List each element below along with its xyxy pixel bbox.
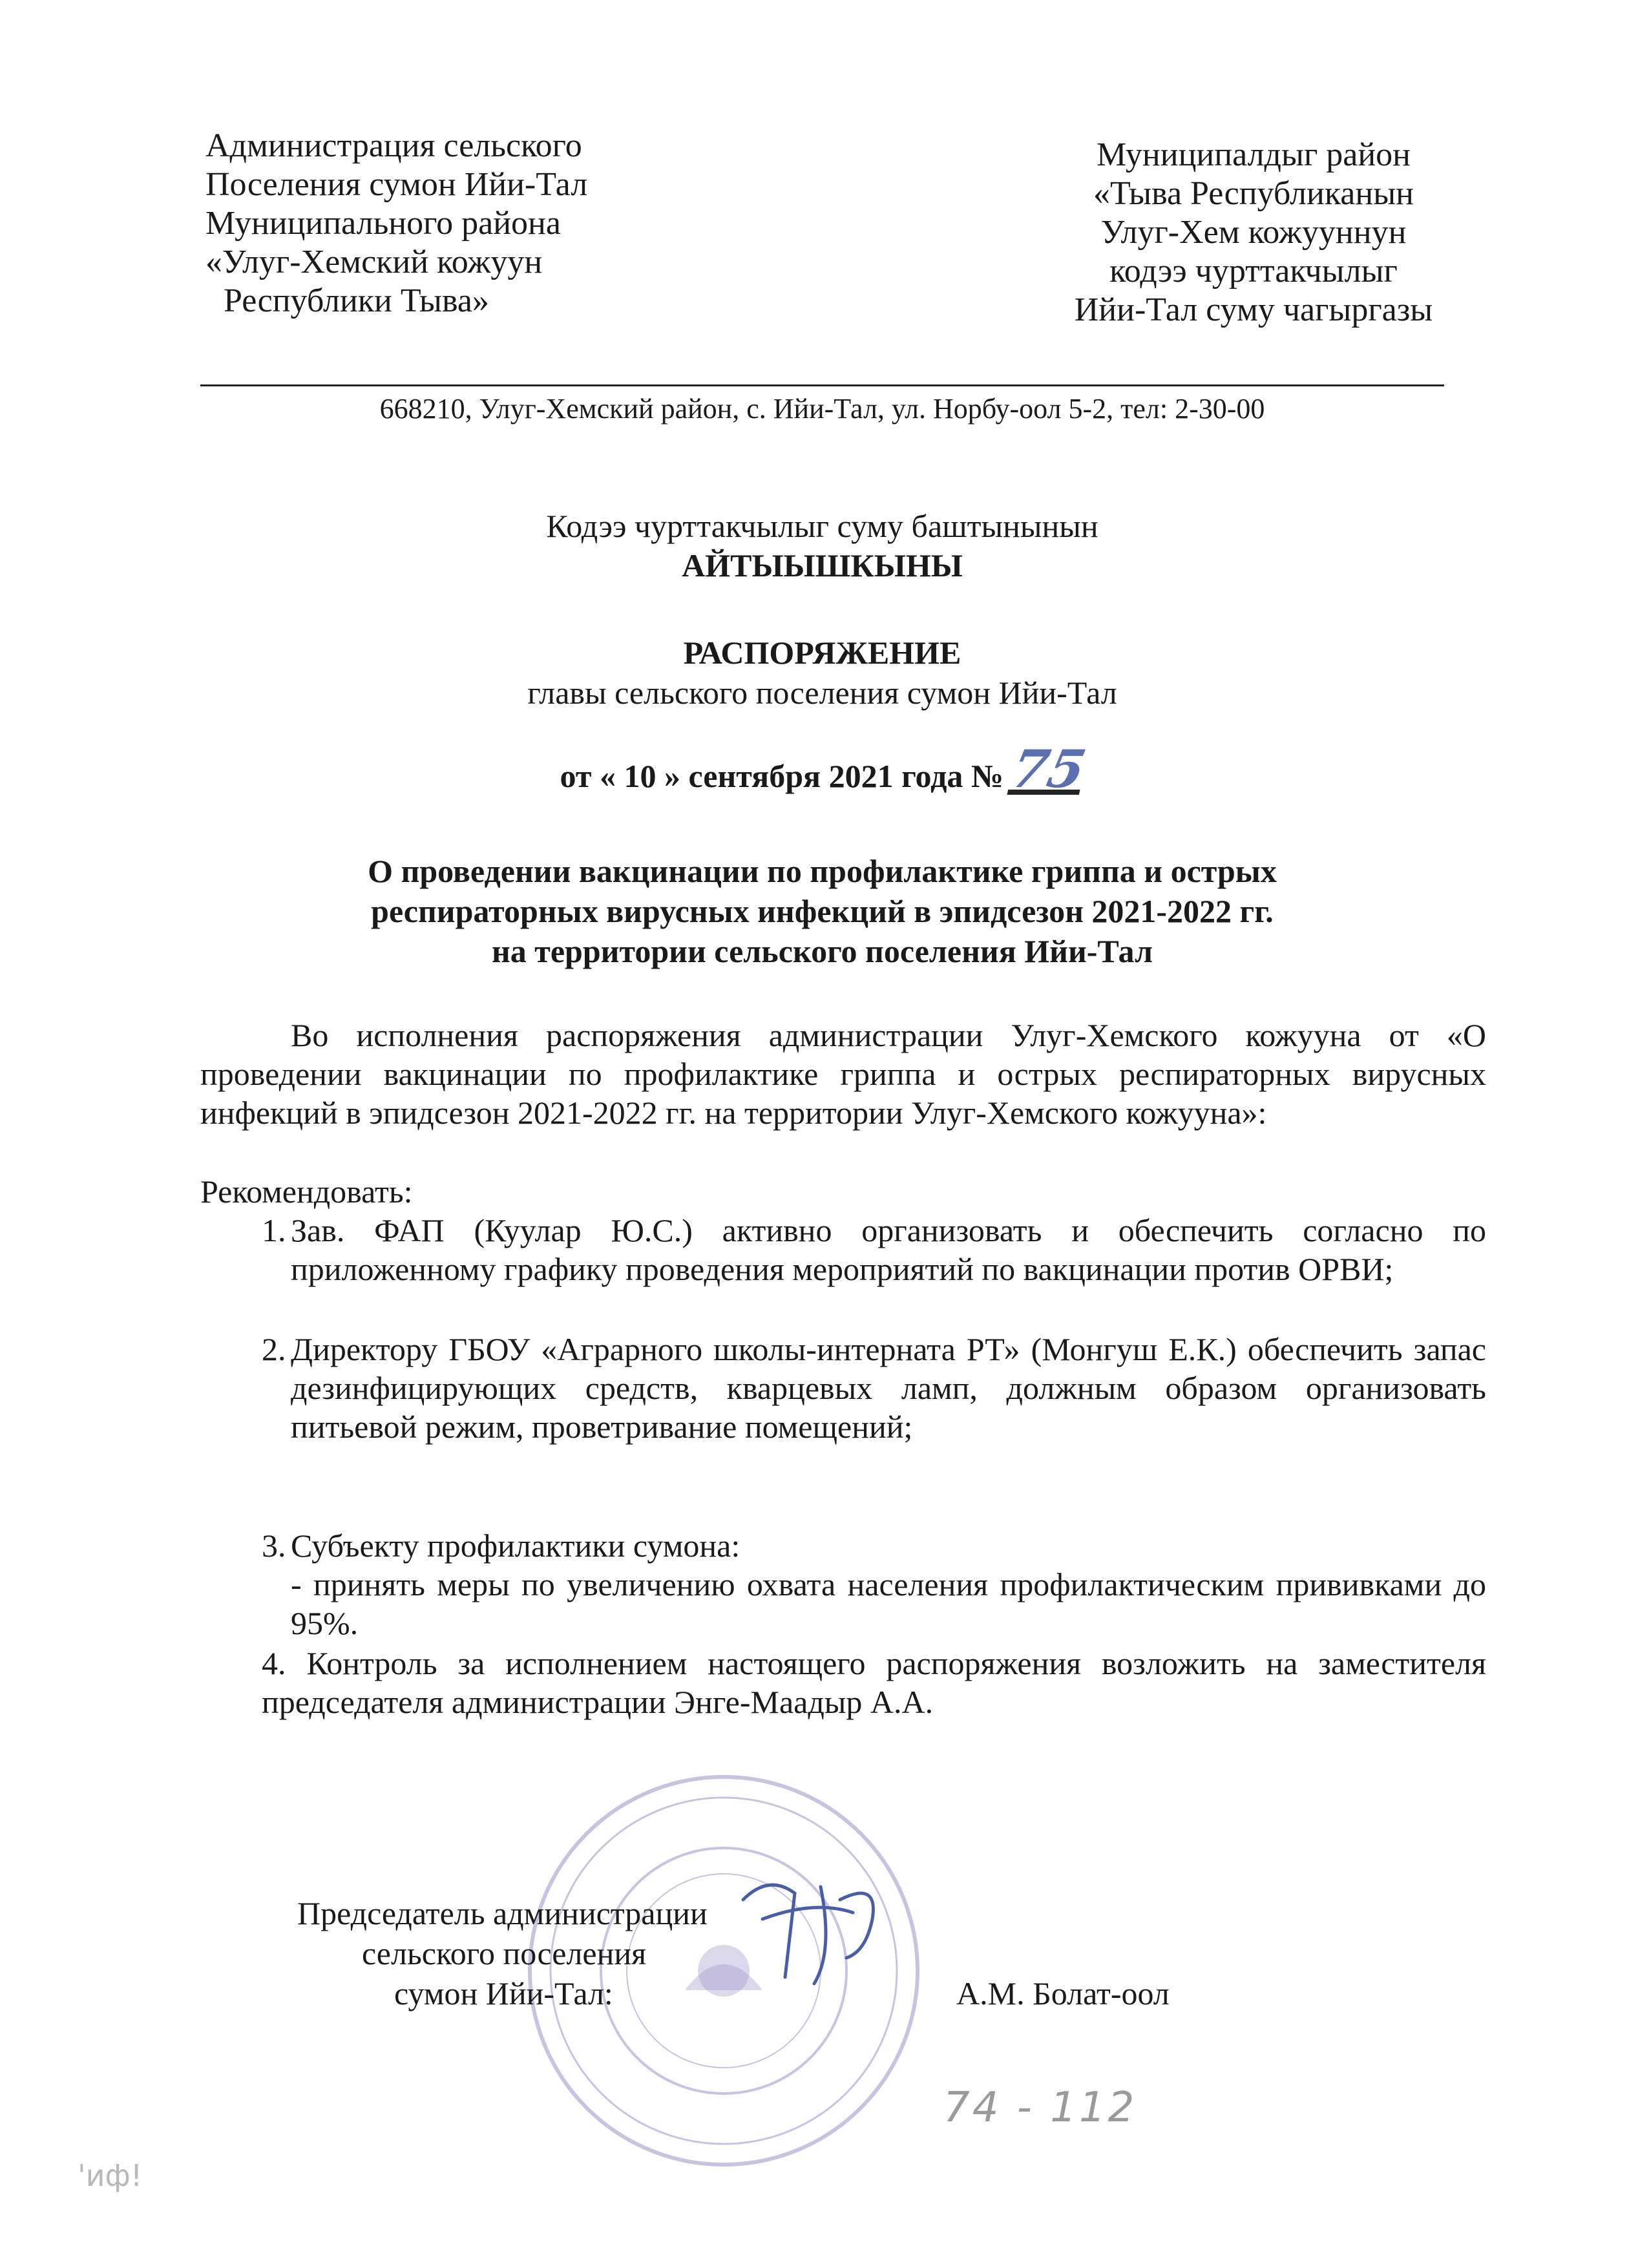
list-item-4 (262, 1644, 1486, 1721)
title-tuvan-line2: АЙТЫЫШКЫНЫ (682, 547, 963, 583)
header-right-block (1008, 136, 1499, 330)
list-number: 1. (262, 1212, 286, 1248)
list-number: 4. (262, 1645, 286, 1681)
header-left-line: Муниципального района (205, 205, 561, 242)
recommend-label: Рекомендовать: (200, 1173, 413, 1210)
header-left-line: «Улуг-Хемский кожуун (205, 244, 543, 280)
signer-title-line2: сельского поселения (362, 1935, 647, 1971)
list-number: 2. (262, 1331, 286, 1367)
header-right-line: Ийи-Тал суму чагыргазы (1074, 291, 1433, 328)
date-text: от « 10 » сентября 2021 года № (560, 758, 1004, 794)
header-divider (200, 384, 1444, 386)
handwritten-doc-number: 75 (1006, 739, 1091, 799)
list-number: 3. (262, 1528, 286, 1564)
header-left-line: Поселения сумон Ийи-Тал (205, 166, 588, 203)
title-ru-line1: РАСПОРЯЖЕНИЕ (683, 635, 961, 671)
pencil-note: 74 - 112 (943, 2084, 1137, 2132)
signer-title-line1: Председатель администрации (297, 1895, 708, 1931)
title-ru-line2: главы сельского поселения сумон Ийи-Тал (527, 675, 1117, 711)
header-left-line: Администрация сельского (205, 127, 582, 164)
list-text: Контроль за исполнением настоящего распоряжения возложить на заместителя председателя администрации Энге-Маадыр А.А. (262, 1645, 1486, 1720)
list-item-1 (262, 1211, 1486, 1288)
title-tuvan-line1: Кодээ чурттакчылыг суму баштынынын (546, 508, 1098, 544)
list-item-2 (262, 1330, 1486, 1446)
header-right-line: Муниципалдыг район (1096, 136, 1411, 173)
intro-paragraph: Во исполнения распоряжения администрации Улуг-Хемского кожууна от «О проведении вакцинации по профилактике гриппа и острых респираторных вирусных инфекций в эпидсезон 2021-2022 гг. на территории Улуг-Хемского кожууна»: (200, 1017, 1486, 1131)
address-line: 668210, Улуг-Хемский район, с. Ийи-Тал, ул. Норбу-оол 5-2, тел: 2-30-00 (379, 393, 1265, 425)
date-number-line (200, 739, 1444, 799)
list-subtext: - принять меры по увеличению охвата населения профилактическим прививками до 95%. (291, 1566, 1486, 1641)
signer-name: А.М. Болат-оол (956, 1975, 1170, 2011)
subject-line: респираторных вирусных инфекций в эпидсезон 2021-2022 гг. (371, 893, 1274, 929)
subject-line: на территории сельского поселения Ийи-Тал (491, 933, 1153, 969)
subject-line: О проведении вакцинации по профилактике гриппа и острых (368, 853, 1277, 889)
list-item-3 (262, 1526, 1486, 1643)
header-right-line: кодээ чурттакчылыг (1109, 253, 1398, 289)
handwritten-signature-icon (724, 1861, 892, 1990)
header-right-line: «Тыва Республиканын (1093, 175, 1414, 212)
header-left-block (205, 127, 761, 320)
list-text: Директору ГБОУ «Аграрного школы-интерната РТ» (Монгуш Е.К.) обеспечить запас дезинфицирующих средств, кварцевых ламп, должным образом организовать питьевой режим, проветривание помещений; (291, 1331, 1486, 1445)
header-right-line: Улуг-Хем кожууннун (1100, 214, 1407, 251)
header-left-line: Республики Тыва» (224, 282, 489, 319)
list-text: Зав. ФАП (Куулар Ю.С.) активно организовать и обеспечить согласно по приложенному графику проведения мероприятий по вакцинации против ОРВИ; (291, 1212, 1486, 1287)
signer-title-line3: сумон Ийи-Тал: (394, 1975, 613, 2011)
margin-mark: 'иф! (78, 2158, 143, 2193)
list-text: Субъекту профилактики сумона: (291, 1528, 740, 1564)
